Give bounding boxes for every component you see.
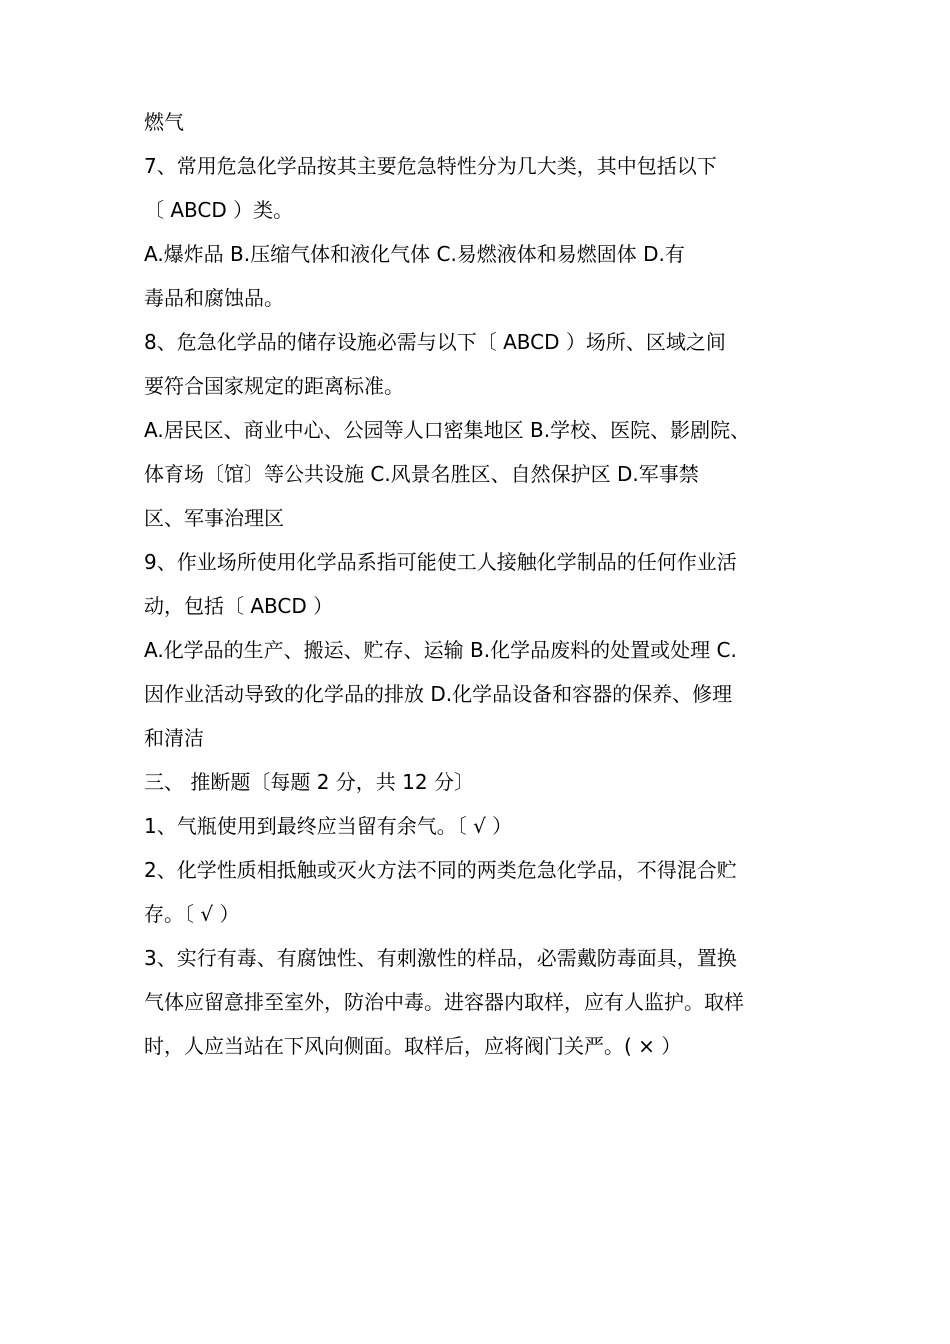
judgment-1: 1、气瓶使用到最终应当留有余气。〔 √ ） xyxy=(144,814,513,838)
question-8-line-2: 要符合国家规定的距离标准。 xyxy=(144,374,404,398)
question-9-options-1: A.化学品的生产、搬运、贮存、运输 B.化学品废料的处置或处理 C. xyxy=(144,638,737,662)
judgment-2-line-2: 存。〔 √ ） xyxy=(144,902,240,926)
text-line: 燃气 xyxy=(144,110,184,134)
question-7-options-2: 毒品和腐蚀品。 xyxy=(144,286,284,310)
question-7-options-1: A.爆炸品 B.压缩气体和液化气体 C.易燃液体和易燃固体 D.有 xyxy=(144,242,685,266)
question-8-options-1: A.居民区、商业中心、公园等人口密集地区 B.学校、医院、影剧院、 xyxy=(144,418,751,442)
section-heading: 三、 推断题〔每题 2 分，共 12 分〕 xyxy=(144,770,474,794)
document-body xyxy=(144,100,824,1068)
question-9-line-1: 9、作业场所使用化学品系指可能使工人接触化学制品的任何作业活 xyxy=(144,550,737,574)
question-9-options-3: 和清洁 xyxy=(144,726,204,750)
question-7-line-1: 7、常用危急化学品按其主要危急特性分为几大类，其中包括以下 xyxy=(144,154,717,178)
question-8-line-1: 8、危急化学品的储存设施必需与以下〔 ABCD ）场所、区域之间 xyxy=(144,330,726,354)
question-8-options-3: 区、军事治理区 xyxy=(144,506,284,530)
question-9-line-2: 动，包括〔 ABCD ） xyxy=(144,594,334,618)
judgment-2-line-1: 2、化学性质相抵触或灭火方法不同的两类危急化学品，不得混合贮 xyxy=(144,858,737,882)
judgment-3-line-3: 时，人应当站在下风向侧面。取样后，应将阀门关严。( × ） xyxy=(144,1034,682,1058)
judgment-3-line-1: 3、实行有毒、有腐蚀性、有刺激性的样品，必需戴防毒面具，置换 xyxy=(144,946,737,970)
question-8-options-2: 体育场〔馆〕等公共设施 C.风景名胜区、自然保护区 D.军事禁 xyxy=(144,462,699,486)
judgment-3-line-2: 气体应留意排至室外，防治中毒。进容器内取样，应有人监护。取样 xyxy=(144,990,744,1014)
question-7-answer: 〔 ABCD ）类。 xyxy=(144,198,294,222)
question-9-options-2: 因作业活动导致的化学品的排放 D.化学品设备和容器的保养、修理 xyxy=(144,682,733,706)
